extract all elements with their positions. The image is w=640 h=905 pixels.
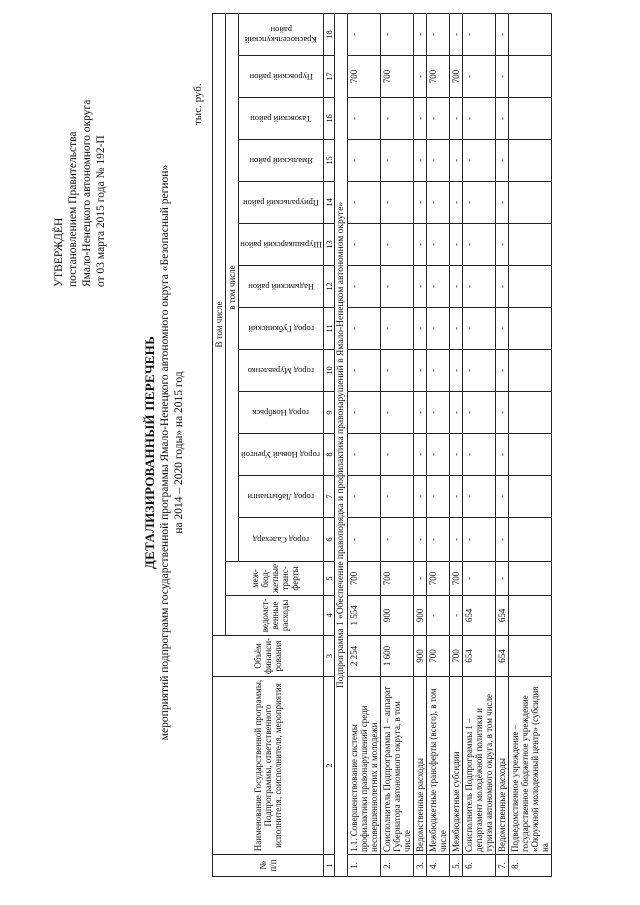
row-dept: 654 [463, 595, 496, 635]
row-district-value: - [450, 308, 463, 350]
row-district-value: - [427, 392, 450, 434]
row-district-value: - [414, 266, 427, 308]
row-name: Ведомственные расходы [496, 677, 509, 855]
row-name: Подведомственное учреждение – государственное бюджетное учреждение «Окружной молодежный центр» (субсидия на [509, 677, 552, 855]
row-district-value: - [496, 224, 509, 266]
row-name: Соисполнитель Подпрограммы 1 – аппарат Губернатора автономного округа, в том числе [381, 677, 414, 855]
column-number: 16 [324, 98, 335, 140]
column-number: 3 [324, 635, 335, 676]
row-volume: 2 254 [348, 635, 381, 676]
document-subtitle-1: мероприятий подпрограмм государственной программы Ямало-Ненецкого автономного округа «Безопасный регион» [159, 164, 171, 741]
header-dept: ведомст-венные расходы [226, 595, 324, 635]
row-district-value: - [414, 308, 427, 350]
row-number: 8. [509, 855, 552, 877]
row-dept: - [450, 595, 463, 635]
row-district-value: - [348, 140, 381, 182]
row-district-value: - [427, 518, 450, 562]
row-number: 4. [427, 855, 450, 877]
district-header [239, 308, 324, 350]
row-volume [509, 635, 552, 676]
district-header-label: город Новый Уренгой [241, 449, 321, 460]
district-header [239, 434, 324, 476]
row-transfers: 700 [450, 562, 463, 596]
row-district-value: - [414, 140, 427, 182]
column-number: 11 [324, 308, 335, 350]
row-district-value: - [427, 476, 450, 518]
column-number: 5 [324, 562, 335, 596]
row-district-value: - [463, 266, 496, 308]
document-title: ДЕТАЛИЗИРОВАННЫЙ ПЕРЕЧЕНЬ [142, 335, 157, 570]
header-num: № п/п [213, 855, 324, 877]
district-header [239, 14, 324, 56]
row-district-value: - [427, 14, 450, 56]
row-district-value: - [381, 476, 414, 518]
column-number: 9 [324, 392, 335, 434]
column-number: 12 [324, 266, 335, 308]
row-district-value: - [427, 224, 450, 266]
row-district-value: - [381, 308, 414, 350]
row-district-value: - [496, 476, 509, 518]
header-in-sub: в том числе [226, 14, 239, 562]
row-district-value: - [450, 392, 463, 434]
row-district-value: - [414, 434, 427, 476]
row-district-value: - [348, 518, 381, 562]
row-district-value: - [414, 518, 427, 562]
column-number: 18 [324, 14, 335, 56]
row-district-value: - [463, 56, 496, 98]
row-district-value: - [496, 182, 509, 224]
row-transfers: 700 [348, 562, 381, 596]
row-district-value: - [414, 14, 427, 56]
district-header-label: город Салехард [252, 534, 310, 545]
row-name: Соисполнитель Подпрограммы 1 – департамент молодёжной политики и туризма автономного округа, в том числе [463, 677, 496, 855]
row-name: Межбюджетные трансферты (всего), в том числе [427, 677, 450, 855]
district-header-label: город Ноябрьск [252, 407, 310, 418]
row-district-value: - [414, 182, 427, 224]
district-header-label: Красноселькупский район [244, 24, 318, 45]
row-district-value [509, 308, 552, 350]
row-district-value: - [381, 140, 414, 182]
row-transfers [509, 562, 552, 596]
row-district-value: - [450, 182, 463, 224]
row-district-value: - [496, 140, 509, 182]
row-district-value: - [450, 434, 463, 476]
row-dept: - [427, 595, 450, 635]
document-subtitle-2: на 2014 – 2020 годы» на 2015 год [173, 371, 185, 534]
row-district-value: 700 [427, 56, 450, 98]
row-volume: 654 [496, 635, 509, 676]
approval-block [52, 27, 108, 287]
column-number: 4 [324, 595, 335, 635]
header-in-total: В том числе [213, 14, 226, 636]
district-header-label: Шурышкарский район [240, 239, 322, 250]
row-district-value: - [496, 308, 509, 350]
row-district-value: - [414, 56, 427, 98]
header-name: Наименование Государственной программы, Подпрограммы, ответственного исполнителя, соисполнителя, мероприятия [213, 677, 324, 855]
row-district-value: 700 [348, 56, 381, 98]
row-district-value: - [381, 182, 414, 224]
row-district-value: - [463, 476, 496, 518]
row-district-value: - [381, 224, 414, 266]
row-transfers: - [496, 562, 509, 596]
row-district-value: - [450, 98, 463, 140]
row-district-value: - [450, 14, 463, 56]
row-district-value [509, 14, 552, 56]
row-dept: 900 [414, 595, 427, 635]
district-header-label: Приуральский район [243, 197, 319, 208]
row-district-value: - [463, 14, 496, 56]
row-district-value: - [496, 350, 509, 392]
units-label: тыс. руб. [192, 83, 204, 125]
column-number: 14 [324, 182, 335, 224]
district-header [239, 392, 324, 434]
column-number: 10 [324, 350, 335, 392]
row-district-value [509, 224, 552, 266]
row-district-value [509, 182, 552, 224]
row-district-value [509, 56, 552, 98]
row-name: Ведомственные расходы [414, 677, 427, 855]
row-dept: 1 554 [348, 595, 381, 635]
district-header [239, 518, 324, 562]
row-district-value: - [381, 434, 414, 476]
approval-line-2: постановлением Правительства [67, 131, 79, 287]
row-district-value: - [496, 266, 509, 308]
row-transfers: - [414, 562, 427, 596]
row-district-value: - [427, 182, 450, 224]
column-number: 17 [324, 56, 335, 98]
row-district-value: - [381, 392, 414, 434]
row-district-value: - [348, 350, 381, 392]
district-header [239, 182, 324, 224]
row-district-value: - [427, 98, 450, 140]
column-number: 2 [324, 677, 335, 855]
header-volume: Объём финанси-рования [213, 635, 324, 676]
row-district-value: - [463, 308, 496, 350]
column-number: 7 [324, 476, 335, 518]
row-district-value [509, 518, 552, 562]
column-number: 15 [324, 140, 335, 182]
district-header [239, 476, 324, 518]
row-district-value: - [450, 266, 463, 308]
row-district-value: - [496, 56, 509, 98]
row-district-value: - [348, 392, 381, 434]
row-district-value: - [496, 434, 509, 476]
row-district-value: - [427, 434, 450, 476]
row-district-value: - [414, 350, 427, 392]
row-district-value: - [427, 140, 450, 182]
district-header [239, 224, 324, 266]
row-district-value: - [348, 14, 381, 56]
table-row [414, 14, 427, 877]
row-district-value: - [450, 224, 463, 266]
row-district-value: - [414, 392, 427, 434]
column-number: 13 [324, 224, 335, 266]
row-district-value [509, 98, 552, 140]
row-volume: 700 [450, 635, 463, 676]
column-number: 8 [324, 434, 335, 476]
row-district-value: - [496, 98, 509, 140]
district-header-label: Пуровский район [249, 71, 313, 82]
row-district-value: - [427, 308, 450, 350]
row-district-value: - [463, 98, 496, 140]
row-district-value: - [463, 182, 496, 224]
row-transfers: 700 [427, 562, 450, 596]
row-district-value [509, 140, 552, 182]
district-header [239, 350, 324, 392]
row-number: 1. [348, 855, 381, 877]
table-row [450, 14, 463, 877]
row-district-value: - [381, 98, 414, 140]
row-district-value: - [348, 434, 381, 476]
district-header-label: город Муравленко [247, 365, 315, 376]
row-district-value: - [463, 350, 496, 392]
row-district-value: - [348, 266, 381, 308]
row-district-value: - [381, 350, 414, 392]
row-number: 5. [450, 855, 463, 877]
row-district-value: - [381, 266, 414, 308]
row-district-value: - [463, 518, 496, 562]
row-name: 1.1. Совершенствование системы профилактики правонарушений среди несовершеннолетних и молодежи [348, 677, 381, 855]
row-district-value: - [463, 224, 496, 266]
row-dept [509, 595, 552, 635]
row-volume: 1 600 [381, 635, 414, 676]
row-number: 3. [414, 855, 427, 877]
row-district-value: - [414, 224, 427, 266]
section-title: Подпрограмма 1 «Обеспечение правопорядка и профилактика правонарушений в Ямало-Ненецком автономном округе» [335, 14, 348, 877]
row-transfers: 700 [381, 562, 414, 596]
district-header-label: город Лабытнанги [247, 491, 315, 502]
table-row [496, 14, 509, 877]
row-district-value: - [463, 140, 496, 182]
row-district-value [509, 434, 552, 476]
row-district-value: - [348, 98, 381, 140]
row-district-value: - [348, 182, 381, 224]
row-number: 2. [381, 855, 414, 877]
row-district-value [509, 350, 552, 392]
district-header [239, 56, 324, 98]
row-district-value: - [496, 392, 509, 434]
table-row [509, 14, 552, 877]
row-transfers: - [463, 562, 496, 596]
row-district-value: - [496, 518, 509, 562]
row-volume: 700 [427, 635, 450, 676]
row-district-value: 700 [381, 56, 414, 98]
row-district-value: - [463, 434, 496, 476]
row-district-value: - [450, 350, 463, 392]
row-district-value [509, 392, 552, 434]
approval-line-4: от 03 марта 2015 года № 192-П [95, 135, 107, 287]
district-header-label: город Губкинский [248, 323, 314, 334]
row-volume: 900 [414, 635, 427, 676]
row-district-value: - [450, 140, 463, 182]
row-district-value: - [450, 518, 463, 562]
district-header [239, 98, 324, 140]
row-district-value: - [381, 518, 414, 562]
row-dept: 654 [496, 595, 509, 635]
row-district-value [509, 476, 552, 518]
row-number: 7. [496, 855, 509, 877]
row-district-value: 700 [450, 56, 463, 98]
row-name: Межбюджетные субсидии [450, 677, 463, 855]
row-district-value: - [381, 14, 414, 56]
table-row [427, 14, 450, 877]
district-header-label: Ямальский район [249, 155, 313, 166]
column-number: 1 [324, 855, 335, 877]
row-district-value: - [427, 350, 450, 392]
row-district-value [509, 266, 552, 308]
district-header [239, 266, 324, 308]
district-header-label: Надымский район [248, 281, 314, 292]
row-district-value: - [496, 14, 509, 56]
row-volume: 654 [463, 635, 496, 676]
district-header [239, 140, 324, 182]
table-row [381, 14, 414, 877]
approval-line-3: Ямало-Ненецкого автономного округа [81, 99, 93, 287]
row-district-value: - [414, 476, 427, 518]
row-dept: 900 [381, 595, 414, 635]
row-number: 6. [463, 855, 496, 877]
row-district-value: - [414, 98, 427, 140]
table-row [348, 14, 381, 877]
table-row [463, 14, 496, 877]
column-number: 6 [324, 518, 335, 562]
row-district-value: - [463, 392, 496, 434]
row-district-value: - [348, 224, 381, 266]
row-district-value: - [427, 266, 450, 308]
row-district-value: - [348, 476, 381, 518]
header-transfers: меж-бюд-жетные транс-ферты [226, 562, 324, 596]
row-district-value: - [348, 308, 381, 350]
expenditure-table [212, 13, 552, 877]
row-district-value: - [450, 476, 463, 518]
district-header-label: Тазовский район [250, 113, 312, 124]
approval-line-1: УТВЕРЖДЁН [53, 217, 65, 287]
